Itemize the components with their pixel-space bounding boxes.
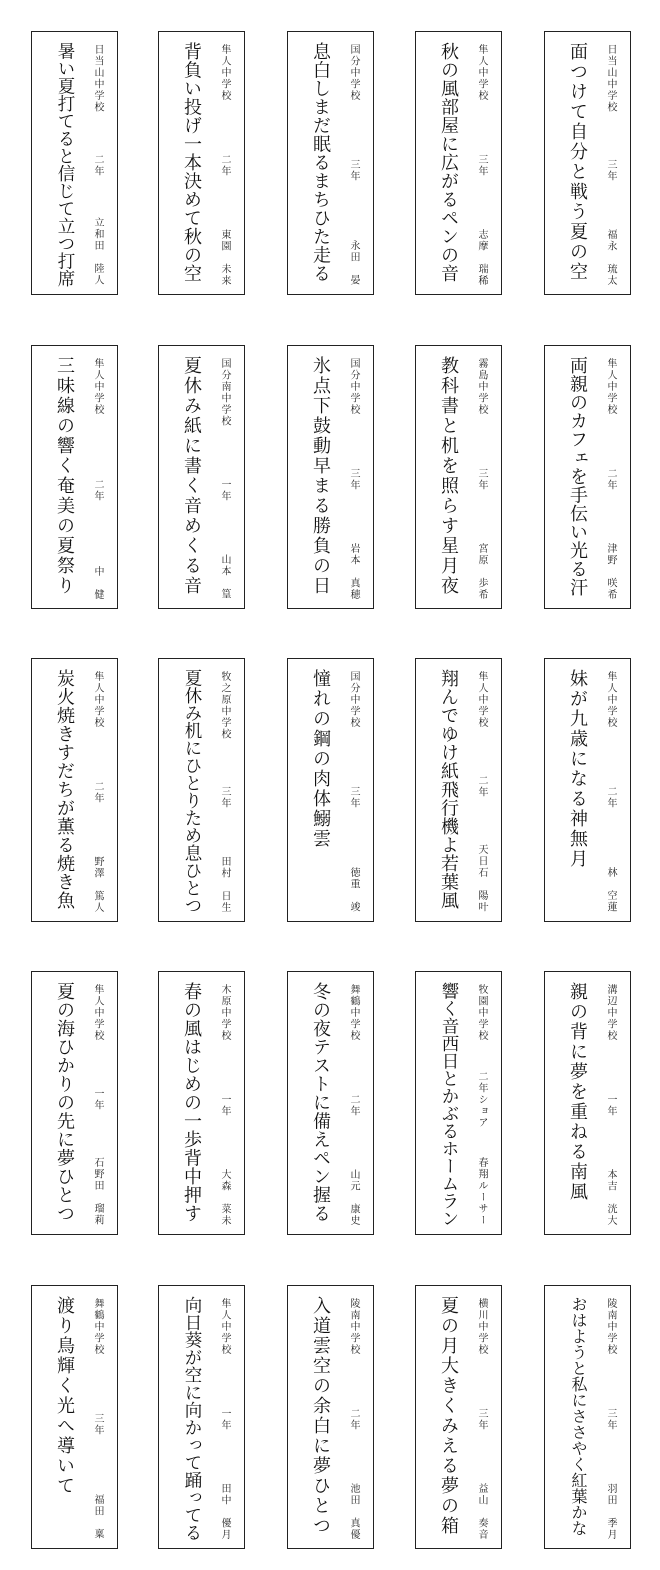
haiku-card bbox=[415, 31, 502, 295]
school-name: 霧島中学校 bbox=[476, 358, 487, 416]
haiku-text: 炭火焼きすだちが薫る焼き魚 bbox=[54, 669, 75, 910]
haiku-text: 背負い投げ一本決めて秋の空 bbox=[181, 42, 202, 283]
haiku-text: 親の背に夢を重ねる南風 bbox=[567, 982, 588, 1202]
grade-label: 三年 bbox=[348, 786, 359, 810]
school-name: 隼人中学校 bbox=[219, 44, 230, 102]
author-info bbox=[219, 44, 229, 286]
grade-label: 二年 bbox=[605, 786, 616, 810]
haiku-card bbox=[544, 31, 631, 295]
haiku-card bbox=[287, 31, 374, 295]
school-name: 国分中学校 bbox=[348, 44, 359, 102]
student-name: 天日石 陽叶 bbox=[476, 844, 487, 913]
haiku-card bbox=[31, 31, 118, 295]
author-info bbox=[605, 1298, 615, 1540]
haiku-card bbox=[415, 345, 502, 609]
grade-label: 三年 bbox=[605, 1407, 616, 1431]
school-name: 溝辺中学校 bbox=[605, 984, 616, 1042]
grade-label: 三年 bbox=[92, 1413, 103, 1437]
school-name: 隼人中学校 bbox=[92, 984, 103, 1042]
haiku-card bbox=[544, 1285, 631, 1549]
author-info bbox=[605, 671, 615, 913]
haiku-card bbox=[287, 1285, 374, 1549]
student-name: 林 空蓮 bbox=[605, 867, 616, 913]
author-info bbox=[476, 1298, 486, 1540]
school-name: 隼人中学校 bbox=[476, 671, 487, 729]
author-info bbox=[348, 358, 358, 600]
grade-label: 一年 bbox=[219, 1093, 230, 1117]
author-info bbox=[476, 671, 486, 913]
school-name: 隼人中学校 bbox=[605, 358, 616, 416]
haiku-text: 冬の夜テストに備えペン握る bbox=[310, 982, 331, 1223]
author-info bbox=[219, 358, 229, 600]
haiku-text: 氷点下鼓動早まる勝負の日 bbox=[310, 356, 331, 596]
school-name: 陵南中学校 bbox=[348, 1298, 359, 1356]
student-name: 羽田 季月 bbox=[605, 1482, 616, 1540]
author-info bbox=[92, 358, 102, 600]
student-name: 岩本 真穂 bbox=[348, 542, 359, 600]
haiku-card bbox=[158, 31, 245, 295]
grade-label: 二年 bbox=[92, 479, 103, 502]
school-name: 牧園中学校 bbox=[476, 984, 487, 1042]
grade-label: 二年 bbox=[348, 1407, 359, 1431]
student-name: 益山 奏音 bbox=[476, 1482, 487, 1540]
student-name: 福田 稟 bbox=[92, 1494, 103, 1540]
haiku-card bbox=[415, 1285, 502, 1549]
student-name: 津野 咲希 bbox=[605, 542, 616, 600]
grade-label: 一年 bbox=[219, 479, 230, 502]
grade-label: 二年 bbox=[605, 467, 616, 491]
student-name: 春翔ルーサー bbox=[476, 1157, 487, 1226]
haiku-card bbox=[287, 345, 374, 609]
school-name: 牧之原中学校 bbox=[219, 671, 230, 740]
haiku-text: 息白しまだ眠るまちひた走る bbox=[310, 42, 331, 283]
haiku-card bbox=[31, 971, 118, 1235]
author-info bbox=[476, 358, 486, 600]
author-info bbox=[605, 358, 615, 600]
haiku-text: 夏休み紙に書く音めくる音 bbox=[181, 356, 202, 596]
author-info bbox=[605, 984, 615, 1226]
school-name: 隼人中学校 bbox=[219, 1298, 230, 1356]
author-info bbox=[219, 671, 229, 913]
haiku-text: 夏の月大きくみえる夢の箱 bbox=[438, 1296, 459, 1536]
student-name: 石野田 瑠莉 bbox=[92, 1157, 103, 1226]
grade-label: 三年 bbox=[219, 786, 230, 810]
haiku-text: 向日葵が空に向かって踊ってる bbox=[182, 1296, 202, 1541]
student-name: 東園 未来 bbox=[219, 228, 230, 286]
school-name: 舞鶴中学校 bbox=[92, 1298, 103, 1356]
haiku-card bbox=[544, 345, 631, 609]
grade-label: 三年 bbox=[476, 467, 487, 491]
student-name: 山元 康史 bbox=[348, 1168, 359, 1226]
school-name: 横川中学校 bbox=[476, 1298, 487, 1356]
student-name: 福永 琉太 bbox=[605, 228, 616, 286]
haiku-text: 憧れの鋼の肉体鰯雲 bbox=[310, 669, 331, 849]
author-info bbox=[219, 984, 229, 1226]
haiku-card bbox=[158, 971, 245, 1235]
author-info bbox=[92, 671, 102, 913]
author-info bbox=[476, 984, 486, 1226]
student-name: 田村 日生 bbox=[219, 855, 230, 913]
grade-label: 二年 bbox=[92, 153, 103, 177]
school-name: 舞鶴中学校 bbox=[348, 984, 359, 1042]
student-name: 立和田 陸人 bbox=[92, 217, 103, 286]
school-name: 国分中学校 bbox=[348, 358, 359, 416]
haiku-text: 響く音西日とかぶるホームラン bbox=[439, 982, 459, 1227]
author-info bbox=[92, 44, 102, 286]
school-name: 日当山中学校 bbox=[605, 44, 616, 113]
grade-label: 三年 bbox=[476, 1407, 487, 1431]
author-info bbox=[348, 1298, 358, 1540]
student-name: 宮原 歩希 bbox=[476, 542, 487, 600]
haiku-card bbox=[415, 658, 502, 922]
haiku-card bbox=[287, 658, 374, 922]
school-name: 陵南中学校 bbox=[605, 1298, 616, 1356]
school-name: 隼人中学校 bbox=[92, 358, 103, 416]
haiku-card bbox=[287, 971, 374, 1235]
haiku-card bbox=[544, 658, 631, 922]
school-name: 隼人中学校 bbox=[476, 44, 487, 102]
haiku-card bbox=[158, 1285, 245, 1549]
haiku-card bbox=[158, 658, 245, 922]
school-name: 隼人中学校 bbox=[605, 671, 616, 729]
grade-label: 三年 bbox=[605, 159, 616, 183]
grade-label: 二年 bbox=[219, 153, 230, 177]
grade-label: 二年 bbox=[348, 1093, 359, 1117]
haiku-text: 妹が九歳になる神無月 bbox=[567, 669, 588, 869]
school-name: 国分南中学校 bbox=[219, 358, 230, 427]
haiku-text: 翔んでゆけ紙飛行機よ若葉風 bbox=[438, 669, 459, 910]
author-info bbox=[219, 1298, 229, 1540]
author-info bbox=[92, 1298, 102, 1540]
haiku-text: 教科書と机を照らす星月夜 bbox=[438, 356, 459, 596]
author-info bbox=[92, 984, 102, 1226]
student-name: 大森 菜未 bbox=[219, 1168, 230, 1226]
student-name: 志摩 瑞稀 bbox=[476, 228, 487, 286]
haiku-card bbox=[31, 658, 118, 922]
student-name: 中 健 bbox=[92, 565, 103, 600]
haiku-text: 三味線の響く奄美の夏祭り bbox=[54, 356, 75, 596]
author-info bbox=[348, 984, 358, 1226]
haiku-text: 面つけて自分と戦う夏の空 bbox=[567, 42, 588, 282]
student-name: 永田 晏 bbox=[348, 240, 359, 286]
author-info bbox=[476, 44, 486, 286]
haiku-text: 秋の風部屋に広がるペンの音 bbox=[438, 42, 459, 283]
haiku-text: 渡り鳥輝く光へ導いて bbox=[54, 1296, 75, 1496]
student-name: 徳重 竣 bbox=[348, 867, 359, 913]
student-name: 池田 真優 bbox=[348, 1482, 359, 1540]
grade-label: 二年ショア bbox=[476, 1070, 487, 1128]
haiku-text: 入道雲空の余白に夢ひとつ bbox=[310, 1296, 331, 1536]
student-name: 本吉 洸大 bbox=[605, 1168, 616, 1226]
school-name: 隼人中学校 bbox=[92, 671, 103, 729]
haiku-card bbox=[31, 1285, 118, 1549]
grade-label: 二年 bbox=[476, 774, 487, 798]
grade-label: 一年 bbox=[605, 1093, 616, 1117]
student-name: 山本 篁 bbox=[219, 554, 230, 600]
grade-label: 三年 bbox=[348, 467, 359, 491]
haiku-card bbox=[158, 345, 245, 609]
haiku-text: 暑い夏打てると信じて立つ打席 bbox=[55, 42, 75, 287]
school-name: 木原中学校 bbox=[219, 984, 230, 1042]
grade-label: 二年 bbox=[92, 780, 103, 804]
school-name: 日当山中学校 bbox=[92, 44, 103, 113]
student-name: 田中 優月 bbox=[219, 1482, 230, 1540]
haiku-card bbox=[31, 345, 118, 609]
haiku-card bbox=[544, 971, 631, 1235]
haiku-card bbox=[415, 971, 502, 1235]
haiku-text: おはようと私にささやく紅葉かな bbox=[569, 1296, 588, 1536]
grade-label: 三年 bbox=[476, 153, 487, 177]
author-info bbox=[348, 671, 358, 913]
grade-label: 一年 bbox=[92, 1087, 103, 1111]
student-name: 野澤 篤人 bbox=[92, 855, 103, 913]
haiku-text: 夏の海ひかりの先に夢ひとつ bbox=[54, 982, 75, 1223]
haiku-text: 夏休み机にひとりため息ひとつ bbox=[182, 669, 202, 914]
author-info bbox=[605, 44, 615, 286]
grade-label: 三年 bbox=[348, 159, 359, 183]
haiku-text: 両親のカフェを手伝い光る汗 bbox=[567, 356, 588, 597]
haiku-text: 春の風はじめの一歩背中押す bbox=[181, 982, 202, 1223]
school-name: 国分中学校 bbox=[348, 671, 359, 729]
author-info bbox=[348, 44, 358, 286]
grade-label: 一年 bbox=[219, 1407, 230, 1431]
